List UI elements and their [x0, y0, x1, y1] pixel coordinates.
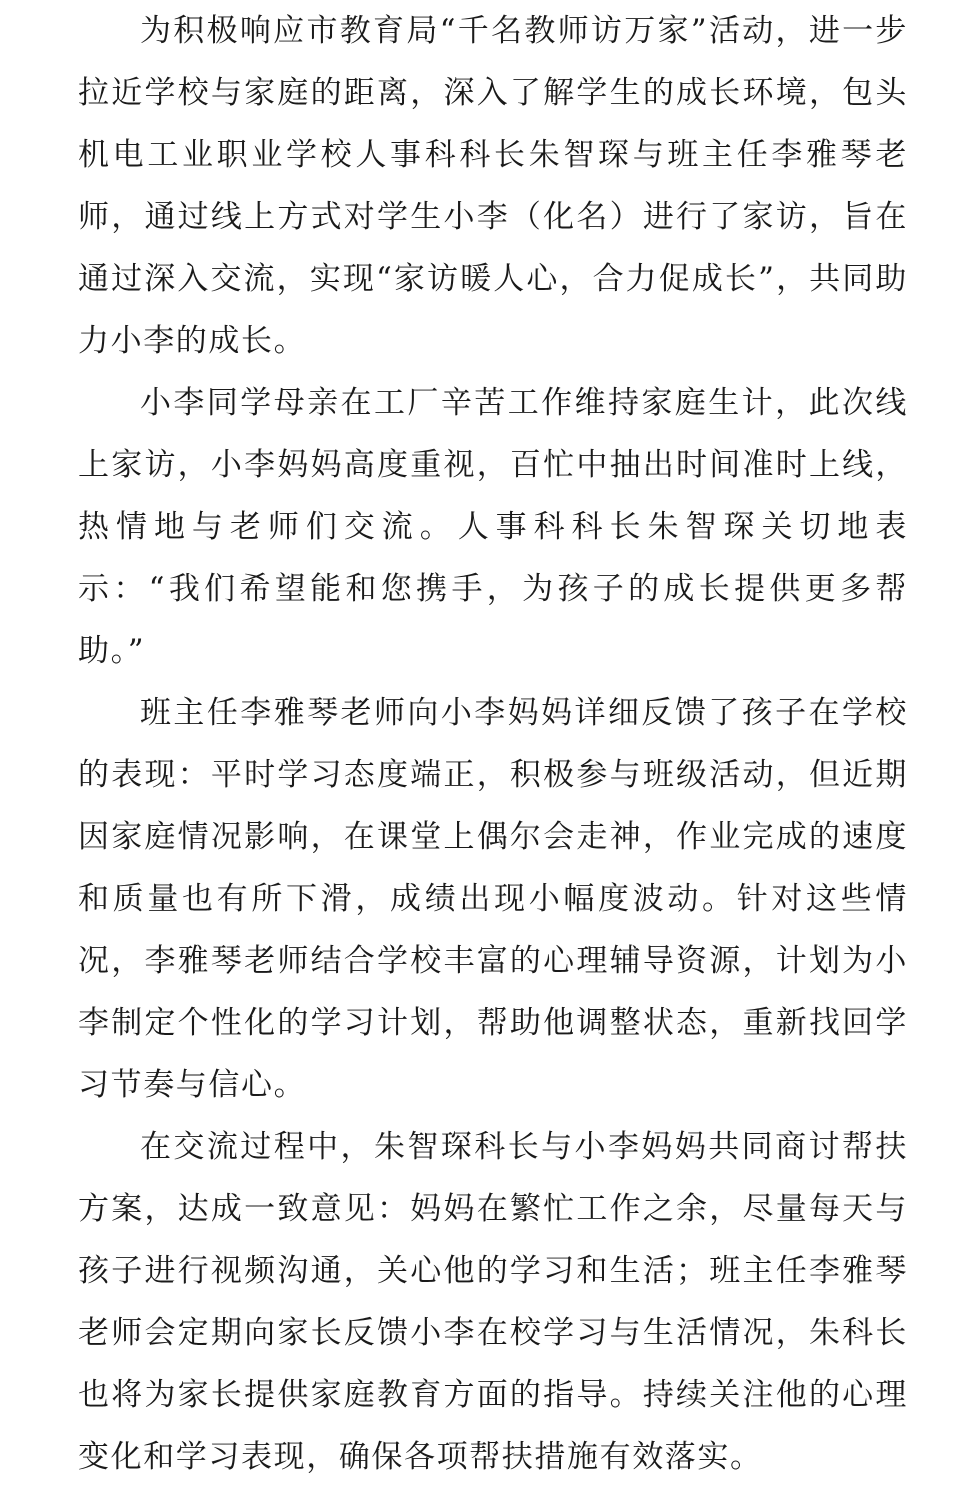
paragraph-teacher-feedback: 班主任李雅琴老师向小李妈妈详细反馈了孩子在学校的表现：平时学习态度端正，积极参与班级活动，但近期因家庭情况影响，在课堂上偶尔会走神，作业完成的速度和质量也有所下滑，成绩出现小幅度波动。针对这些情况，李雅琴老师结合学校丰富的心理辅导资源，计划为小李制定个性化的学习计划，帮助他调整状态，重新找回学习节奏与信心。: [78, 695, 908, 1103]
article-body: [78, 0, 908, 1488]
paragraph-support-plan: 在交流过程中，朱智琛科长与小李妈妈共同商讨帮扶方案，达成一致意见：妈妈在繁忙工作之余，尽量每天与孩子进行视频沟通，关心他的学习和生活；班主任李雅琴老师会定期向家长反馈小李在校学习与生活情况，朱科长也将为家长提供家庭教育方面的指导。持续关注他的心理变化和学习表现，确保各项帮扶措施有效落实。: [78, 1129, 908, 1475]
paragraph-mother-situation: 小李同学母亲在工厂辛苦工作维持家庭生计，此次线上家访，小李妈妈高度重视，百忙中抽出时间准时上线，热情地与老师们交流。人事科科长朱智琛关切地表示：“我们希望能和您携手，为孩子的成长提供更多帮助。”: [78, 385, 908, 669]
paragraph-intro: 为积极响应市教育局“千名教师访万家”活动，进一步拉近学校与家庭的距离，深入了解学生的成长环境，包头机电工业职业学校人事科科长朱智琛与班主任李雅琴老师，通过线上方式对学生小李（化名）进行了家访，旨在通过深入交流，实现“家访暖人心，合力促成长”，共同助力小李的成长。: [78, 13, 908, 359]
